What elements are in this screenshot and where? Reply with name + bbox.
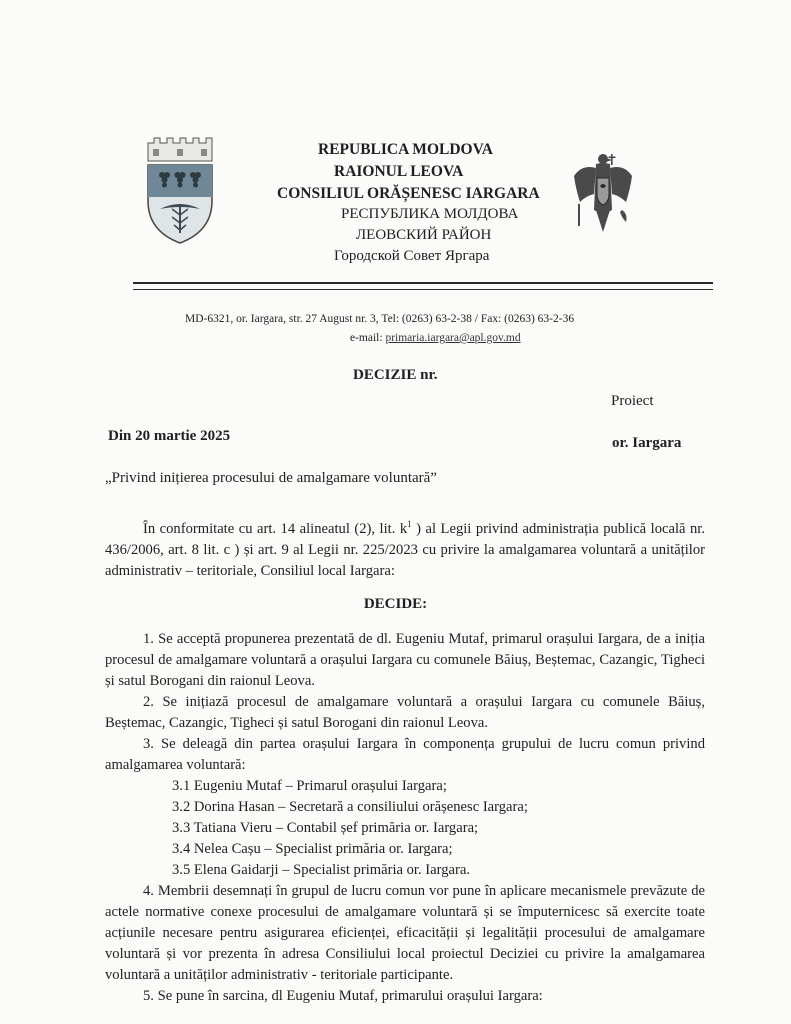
decision-articles bbox=[105, 629, 705, 1007]
contact-address: MD-6321, or. Iargara, str. 27 August nr. 3, Tel: (0263) 63-2-38 / Fax: (0263) 63-2-36 bbox=[185, 313, 575, 325]
decide-heading: DECIDE: bbox=[363, 596, 428, 612]
header-district-ro: RAIONUL LEOVA bbox=[334, 163, 464, 180]
contact-email-line bbox=[350, 332, 521, 344]
decision-title: DECIZIE nr. bbox=[353, 367, 438, 383]
decision-place: or. Iargara bbox=[612, 435, 682, 451]
header-district-ru: ЛЕОВСКИЙ РАЙОН bbox=[356, 227, 492, 243]
preamble-superscript: 1 bbox=[407, 519, 412, 529]
iargara-coat-of-arms-icon bbox=[140, 135, 220, 247]
article-5: 5. Se pune în sarcina, dl Eugeniu Mutaf, primarului orașului Iargara: bbox=[143, 988, 543, 1004]
article-4: 4. Membrii desemnați în grupul de lucru comun vor pune în aplicare mecanismele prevăzute de actele normative conexe procesului de amalgamare voluntară și se împuternicesc să exercite toate acțiunile necesare pentru asigurarea eficienței, eficacității și legalității procesului de amalgamare voluntară și vor prezenta în adresa Consiliului local proiectul Deciziei cu privire la amalgamarea voluntară a unităților administrativ - teritoriale participante. bbox=[105, 883, 705, 983]
preamble-text-1: În conformitate cu art. 14 alineatul (2), lit. k bbox=[143, 520, 408, 537]
member-item: 3.5 Elena Gaidarji – Specialist primăria or. Iargara. bbox=[172, 862, 470, 878]
draft-status: Proiect bbox=[611, 393, 654, 409]
member-item: 3.4 Nelea Cașu – Specialist primăria or. Iargara; bbox=[172, 841, 453, 857]
header-rule-thick bbox=[133, 282, 713, 284]
header-council-ro: CONSILIUL ORĂȘENESC IARGARA bbox=[277, 185, 540, 202]
preamble-text-2: ) al Legii privind administrația publică locală nr. 436/2006, art. 8 lit. c ) și art. 9 al Legii nr. 225/2023 cu privire la amalgamarea voluntară a unităților administrativ – teritoriale, Consiliul local Iargara: bbox=[105, 520, 705, 579]
contact-email-label: e-mail: bbox=[350, 332, 386, 344]
moldova-national-emblem-icon bbox=[572, 150, 634, 235]
article-3: 3. Se deleagă din partea orașului Iargara în componența grupului de lucru comun privind amalgamarea voluntară: bbox=[105, 736, 705, 773]
header-country-ru: РЕСПУБЛИКА МОЛДОВА bbox=[341, 206, 519, 222]
contact-email-link[interactable]: primaria.iargara@apl.gov.md bbox=[385, 332, 521, 344]
preamble bbox=[105, 514, 705, 582]
member-item: 3.3 Tatiana Vieru – Contabil șef primăria or. Iargara; bbox=[172, 820, 479, 836]
article-1: 1. Se acceptă propunerea prezentată de dl. Eugeniu Mutaf, primarul orașului Iargara, de a iniția procesul de amalgamare voluntară a orașului Iargara cu comunele Băiuș, Beștemac, Cazangic, Tigheci și satul Borogani din raionul Leova. bbox=[105, 631, 705, 689]
member-item: 3.1 Eugeniu Mutaf – Primarul orașului Iargara; bbox=[172, 778, 447, 794]
header-rule-thin bbox=[133, 289, 713, 290]
article-2: 2. Se inițiază procesul de amalgamare voluntară a orașului Iargara cu comunele Băiuș, Beștemac, Cazangic, Tigheci și satul Borogani din raionul Leova. bbox=[105, 694, 705, 731]
member-item: 3.2 Dorina Hasan – Secretară a consiliului orășenesc Iargara; bbox=[172, 799, 528, 815]
decision-subject: „Privind inițierea procesului de amalgamare voluntară” bbox=[105, 470, 437, 486]
header-council-ru: Городской Совет Яргара bbox=[334, 248, 490, 264]
decision-date: Din 20 martie 2025 bbox=[108, 428, 231, 444]
header-country-ro: REPUBLICA MOLDOVA bbox=[318, 141, 493, 158]
